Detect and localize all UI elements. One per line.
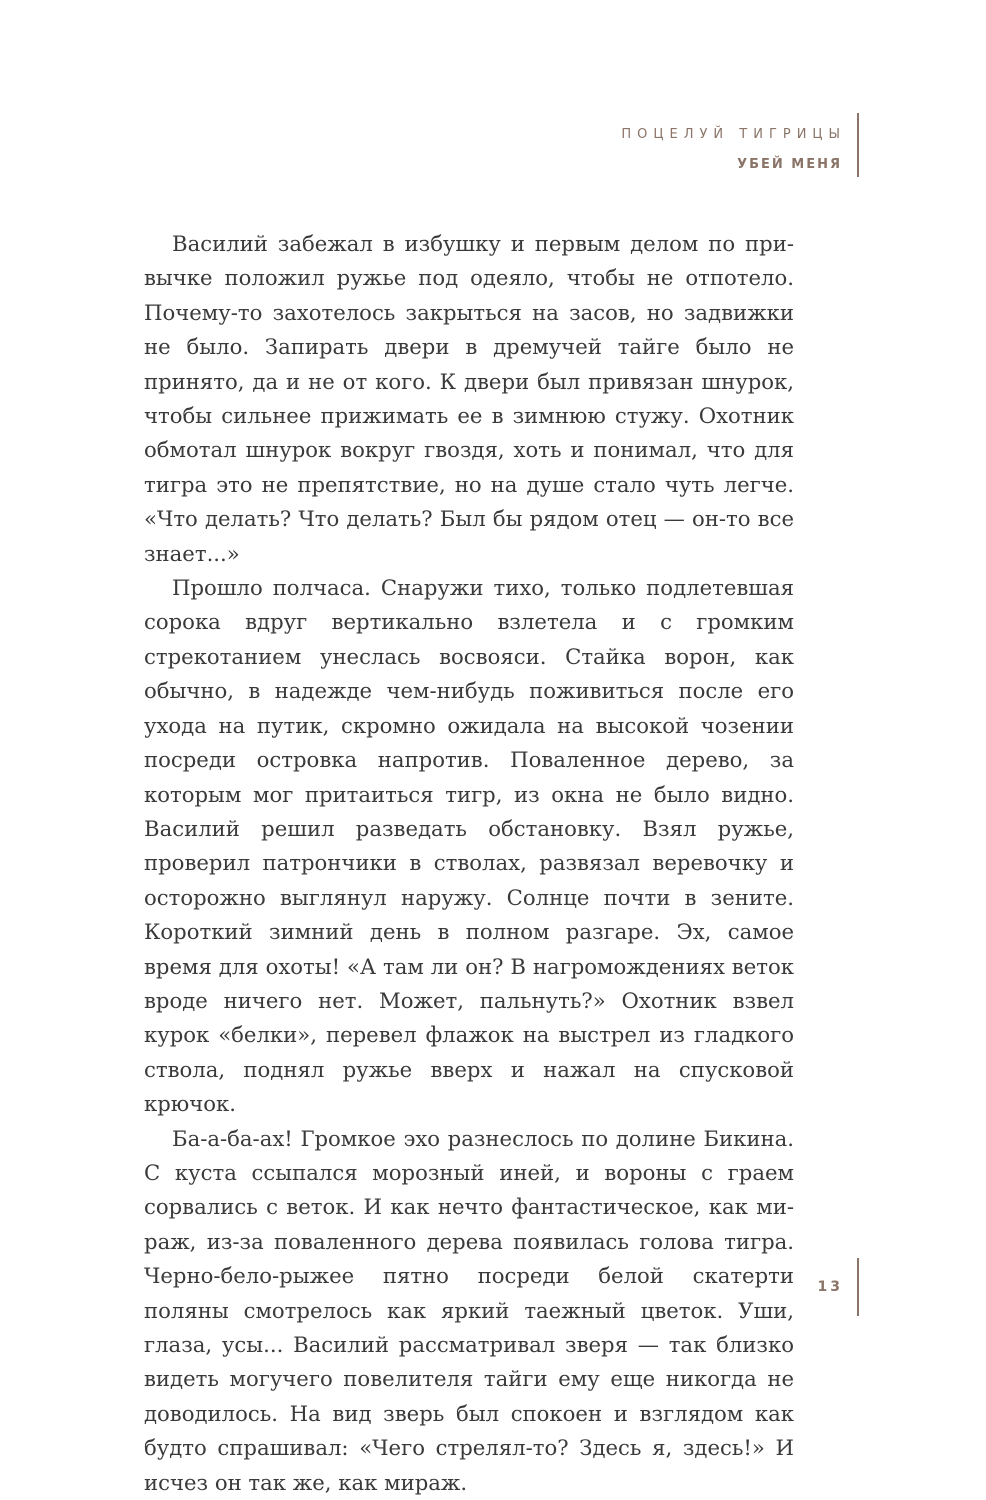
page-number: 13	[817, 1279, 843, 1295]
running-head	[621, 126, 846, 174]
paragraph-1: Василий забежал в избушку и первым делом по привычке положил ружье под одеяло, чтобы не отпотело. Почему-то захотелось закрыться на засов, но задвижки не было. Запирать двери в дремучей тайге было не принято, да и не от кого. К двери был привязан шнурок, чтобы сильнее прижимать ее в зимнюю стужу. Охотник обмотал шнурок вокруг гвоздя, хоть и понимал, что для тигра это не препятствие, но на душе стало чуть легче. «Что делать? Что делать? Был бы рядом отец — он-то все знает...»	[144, 231, 794, 566]
paragraph-2: Прошло полчаса. Снаружи тихо, только подлетевшая сорока вдруг вертикально взлетела и с громким стрекотанием унеслась восвояси. Стайка ворон, как обычно, в надежде чем-нибудь поживиться после его ухода на путик, скромно ожидала на высокой чозении посреди островка напротив. Поваленное дерево, за которым мог притаиться тигр, из окна не было видно. Василий решил разведать обстановку. Взял ружье, проверил патрончики в стволах, развязал веревочку и осторожно выглянул наружу. Солнце почти в зените. Короткий зимний день в полном разгаре. Эх, самое время для охоты! «А там ли он? В нагромождениях веток вроде ничего нет. Может, пальнуть?» Охотник взвел курок «белки», перевел флажок на выстрел из гладкого ствола, поднял ружье вверх и нажал на спусковой крючок.	[144, 575, 794, 1117]
header-divider	[857, 113, 859, 177]
paragraph-3: Ба-а-ба-ах! Громкое эхо разнеслось по долине Бикина. С куста ссыпался морозный иней, и вороны с граем сорвались с веток. И как нечто фантастическое, как мираж, из-за поваленного дерева появилась голова тигра. Черно-бело-рыжее пятно посреди белой скатерти поляны смотрелось как яркий таежный цветок. Уши, глаза, усы... Василий рассматривал зверя — так близко видеть могучего повелителя тайги ему еще никогда не доводилось. На вид зверь был спокоен и взглядом как будто спрашивал: «Чего стрелял-то? Здесь я, здесь!» И исчез он так же, как мираж.	[144, 1125, 794, 1495]
footer-divider	[857, 1258, 859, 1316]
body-text	[144, 227, 794, 1500]
chapter-title: УБЕЙ МЕНЯ	[737, 157, 842, 172]
book-title: ПОЦЕЛУЙ ТИГРИЦЫ	[621, 127, 846, 142]
